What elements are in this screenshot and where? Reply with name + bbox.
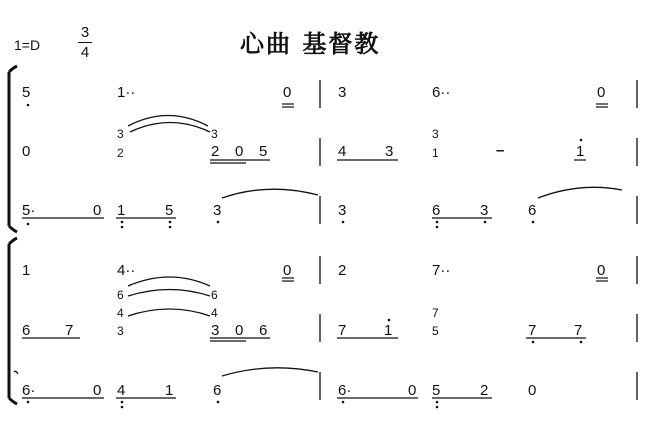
octave-dot xyxy=(27,401,30,404)
dash: – xyxy=(496,142,505,159)
octave-dot xyxy=(532,221,535,224)
system-2-bracket xyxy=(9,238,17,404)
note: 7 xyxy=(574,322,583,339)
note: 2 xyxy=(480,382,489,399)
chord-note: 1 xyxy=(432,146,439,160)
note: 6·· xyxy=(432,84,451,101)
note: 2 xyxy=(211,143,220,160)
octave-dot xyxy=(388,319,391,322)
note: 5 xyxy=(259,143,268,160)
system-1-bracket xyxy=(9,66,17,232)
chord-note: 2 xyxy=(117,146,124,160)
octave-dot xyxy=(121,221,124,224)
tie xyxy=(128,290,210,297)
note: 6 xyxy=(213,382,222,399)
octave-dot xyxy=(121,226,124,229)
note-rest: 0 xyxy=(528,382,537,399)
tie xyxy=(222,189,318,198)
note-rest: 0 xyxy=(235,322,244,339)
note: 4·· xyxy=(117,262,136,279)
note: 1 xyxy=(22,262,31,279)
note: 5· xyxy=(22,202,36,219)
note-rest: 0 xyxy=(22,143,31,160)
note-rest: 0 xyxy=(93,202,102,219)
octave-dot xyxy=(342,221,345,224)
octave-dot xyxy=(436,221,439,224)
note: 3 xyxy=(338,202,347,219)
octave-dot xyxy=(121,406,124,409)
octave-dot xyxy=(532,341,535,344)
note: 4 xyxy=(338,143,347,160)
chord-note: 4 xyxy=(117,306,124,320)
note-rest: 0 xyxy=(93,382,102,399)
note: 5 xyxy=(165,202,174,219)
note: 3 xyxy=(480,202,489,219)
score-title: 心曲 基督教 xyxy=(240,30,381,58)
octave-dot xyxy=(169,226,172,229)
note: 6 xyxy=(259,322,268,339)
note-rest: 0 xyxy=(597,262,606,279)
time-numerator: 3 xyxy=(80,24,90,41)
note: 7 xyxy=(65,322,74,339)
octave-dot xyxy=(169,221,172,224)
note: 1 xyxy=(117,202,126,219)
note: 2 xyxy=(338,262,347,279)
chord-note: 3 xyxy=(432,127,439,141)
note: 7 xyxy=(338,322,347,339)
note: 1 xyxy=(576,143,585,160)
chord-note: 3 xyxy=(211,127,218,141)
tie xyxy=(128,116,208,127)
octave-dot xyxy=(217,401,220,404)
note-rest: 0 xyxy=(283,84,292,101)
note: 3 xyxy=(213,202,222,219)
octave-dot xyxy=(217,221,220,224)
chord-note: 4 xyxy=(211,306,218,320)
note: 3 xyxy=(385,143,394,160)
chord-note: 3 xyxy=(117,127,124,141)
octave-dot xyxy=(436,226,439,229)
time-denominator: 4 xyxy=(80,44,90,61)
note: 6· xyxy=(338,382,352,399)
octave-dot xyxy=(342,401,345,404)
note-rest: 0 xyxy=(235,143,244,160)
octave-dot xyxy=(436,401,439,404)
note: 7·· xyxy=(432,262,451,279)
tie xyxy=(130,123,210,133)
octave-dot xyxy=(27,223,30,226)
octave-dot xyxy=(580,139,583,142)
tie xyxy=(128,309,210,316)
chord-note: 7 xyxy=(432,306,439,320)
note: 7 xyxy=(528,322,537,339)
note: 1·· xyxy=(117,84,136,101)
note: 1 xyxy=(384,322,393,339)
octave-dot xyxy=(580,341,583,344)
octave-dot xyxy=(27,104,30,107)
tie xyxy=(14,371,18,374)
octave-dot xyxy=(121,401,124,404)
note: 1 xyxy=(165,382,174,399)
tie xyxy=(538,187,622,198)
note: 6 xyxy=(528,202,537,219)
chord-note: 6 xyxy=(117,288,124,302)
chord-note: 6 xyxy=(211,288,218,302)
chord-note: 3 xyxy=(117,324,124,338)
note: 6 xyxy=(22,322,31,339)
octave-dot xyxy=(484,221,487,224)
tie xyxy=(222,368,318,376)
note: 3 xyxy=(338,84,347,101)
note: 6 xyxy=(432,202,441,219)
note: 6· xyxy=(22,382,36,399)
note: 3 xyxy=(211,322,220,339)
note: 5 xyxy=(432,382,441,399)
note-rest: 0 xyxy=(597,84,606,101)
note-rest: 0 xyxy=(283,262,292,279)
chord-note: 5 xyxy=(432,324,439,338)
octave-dot xyxy=(436,406,439,409)
key-signature: 1=D xyxy=(14,37,41,53)
tie xyxy=(128,277,210,286)
note: 4 xyxy=(117,382,126,399)
note: 5 xyxy=(22,84,31,101)
note-rest: 0 xyxy=(408,382,417,399)
